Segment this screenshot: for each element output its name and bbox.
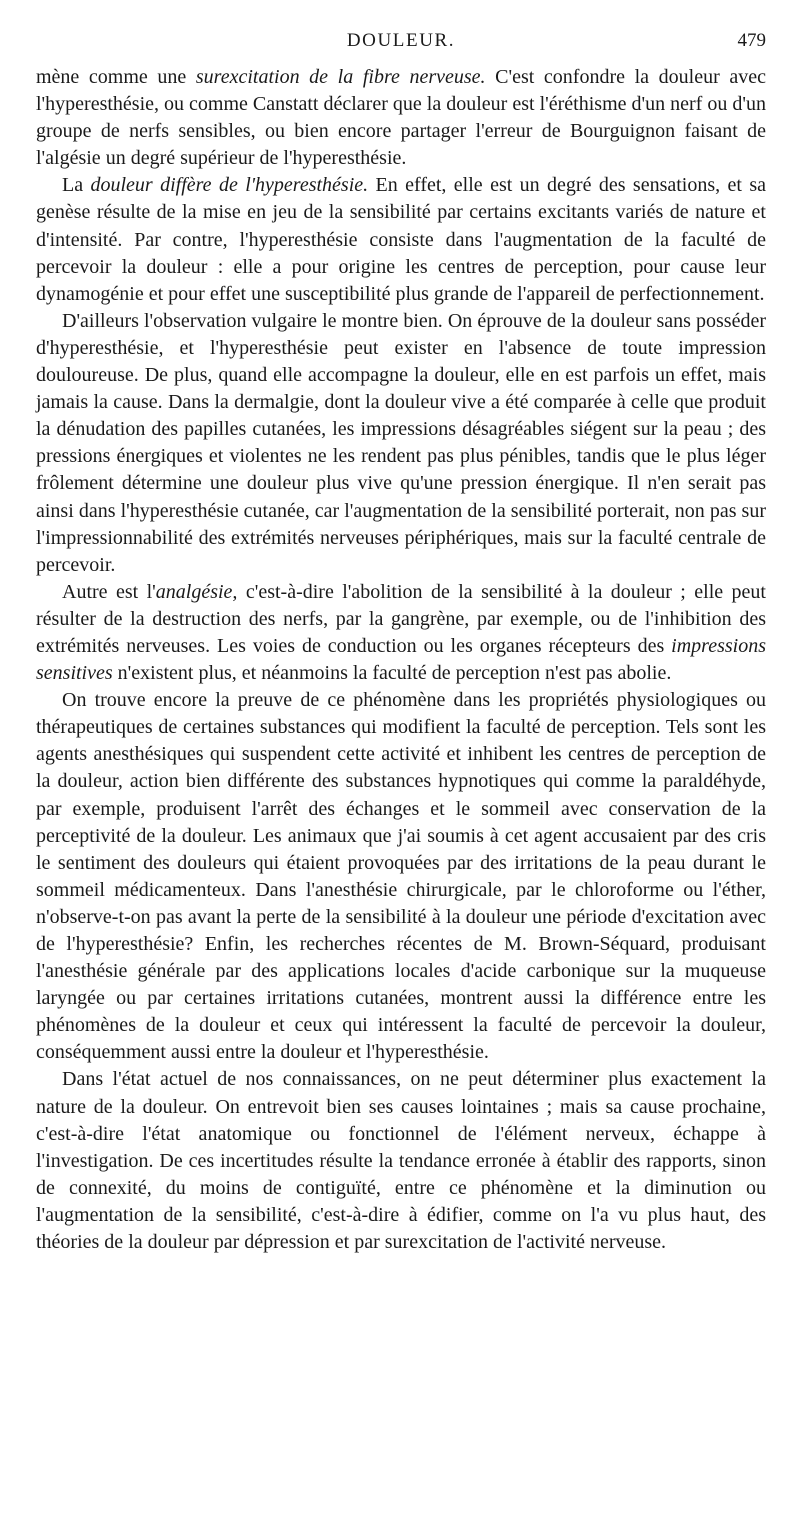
body-text bbox=[36, 64, 766, 1256]
text-run: Autre est l' bbox=[62, 580, 156, 603]
paragraph bbox=[36, 308, 766, 579]
paragraph bbox=[36, 1066, 766, 1256]
paragraph bbox=[36, 687, 766, 1066]
running-title: DOULEUR. bbox=[346, 30, 456, 51]
text-run: C'est confondre la douleur avec l'hyperesthésie, ou comme Canstatt déclarer que la douleur est l'éréthisme d'un nerf ou d'un groupe de nerfs sensibles, ou bien encore partager l'erreur de Bourguignon faisant de l'algésie un degré supérieur de l'hyperesthésie. bbox=[36, 66, 766, 170]
text-run: La bbox=[62, 174, 91, 197]
text-run: On trouve encore la preuve de ce phénomène dans les propriétés physiologiques ou thérapeutiques de certaines substances qui modifient la faculté de perception. Tels sont les agents anesthésiques qui suspendent cette activité et inhibent les centres de perception de la douleur, action bien différente des substances hypnotiques qui comme la paraldéhyde, par exemple, produisent l'arrêt des échanges et le sommeil avec conservation de la perceptivité de la douleur. Les animaux que j'ai soumis à cet agent accusaient par des cris le sentiment des douleurs qui étaient provoquées par des irritations de la peau durant le sommeil médicamenteux. Dans l'anesthésie chirurgicale, par le chloroforme ou l'éther, n'observe-t-on pas avant la perte de la sensibilité à la douleur une période d'excitation avec de l'hyperesthésie? Enfin, les recherches récentes de M. Brown-Séquard, produisant l'anesthésie générale par des applications locales d'acide carbonique sur la muqueuse laryngée ou par certaines irritations cutanées, montrent aussi la différence entre les phénomènes de la douleur et ceux qui intéressent la faculté de percevoir la douleur, conséquemment aussi entre la douleur et l'hyperesthésie. bbox=[36, 689, 766, 1064]
text-run: En effet, elle est un degré des sensations, et sa genèse résulte de la mise en jeu de la sensibilité par certains excitants variés de nature et d'intensité. Par contre, l'hyperesthésie consiste dans l'augmentation de la faculté de percevoir la douleur : elle a pour origine les centres de perception, pour cause leur dynamogénie et pour effet une susceptibilité plus grande de l'appareil de perfectionnement. bbox=[36, 174, 766, 305]
paragraph bbox=[36, 64, 766, 172]
italic-text: surexcitation de la fibre nerveuse. bbox=[195, 66, 486, 88]
paragraph bbox=[36, 172, 766, 307]
text-run: D'ailleurs l'observation vulgaire le montre bien. On éprouve de la douleur sans posséder d'hyperesthésie, et l'hyperesthésie peut exister en l'absence de toute impression douloureuse. De plus, quand elle accompagne la douleur, elle en est parfois un effet, mais jamais la cause. Dans la dermalgie, dont la douleur vive a été comparée à celle que produit la dénudation des papilles cutanées, les impressions désagréables siégent sur la peau ; des pressions énergiques et violentes ne les rendent pas plus pénibles, tandis que le plus léger frôlement détermine une douleur plus vive qu'une pression énergique. Il n'en serait pas ainsi dans l'hyperesthésie cutanée, car l'augmentation de la sensibilité porterait, non pas sur l'impressionnabilité des extrémités nerveuses périphériques, mais sur la faculté centrale de percevoir. bbox=[36, 309, 766, 576]
italic-text: analgésie, bbox=[155, 580, 238, 603]
italic-text: impressions sensitives bbox=[36, 634, 766, 685]
text-run: mène comme une bbox=[36, 66, 196, 88]
page-header bbox=[36, 30, 766, 62]
page-number: 479 bbox=[737, 30, 766, 51]
text-run: c'est-à-dire l'abolition de la sensibilité à la douleur ; elle peut résulter de la destruction des nerfs, par la gangrène, par exemple, ou de l'inhibition des extrémités nerveuses. Les voies de conduction ou les organes récepteurs des bbox=[36, 580, 766, 657]
italic-text: douleur diffère de l'hyperesthésie. bbox=[90, 174, 369, 197]
text-run: Dans l'état actuel de nos connaissances, on ne peut déterminer plus exactement la nature de la douleur. On entrevoit bien ses causes lointaines ; mais sa cause prochaine, c'est-à-dire l'état anatomique ou fonctionnel de l'élément nerveux, échappe à l'investigation. De ces incertitudes résulte la tendance erronée à établir des rapports, sinon de connexité, du moins de contiguïté, entre ce phénomène et la diminution ou l'augmentation de la sensibilité, c'est-à-dire à édifier, comme on l'a vu plus haut, des théories de la douleur par dépression et par surexcitation de l'activité nerveuse. bbox=[36, 1068, 766, 1254]
paragraph bbox=[36, 579, 766, 687]
text-run: n'existent plus, et néanmoins la faculté de perception n'est pas abolie. bbox=[112, 662, 672, 685]
